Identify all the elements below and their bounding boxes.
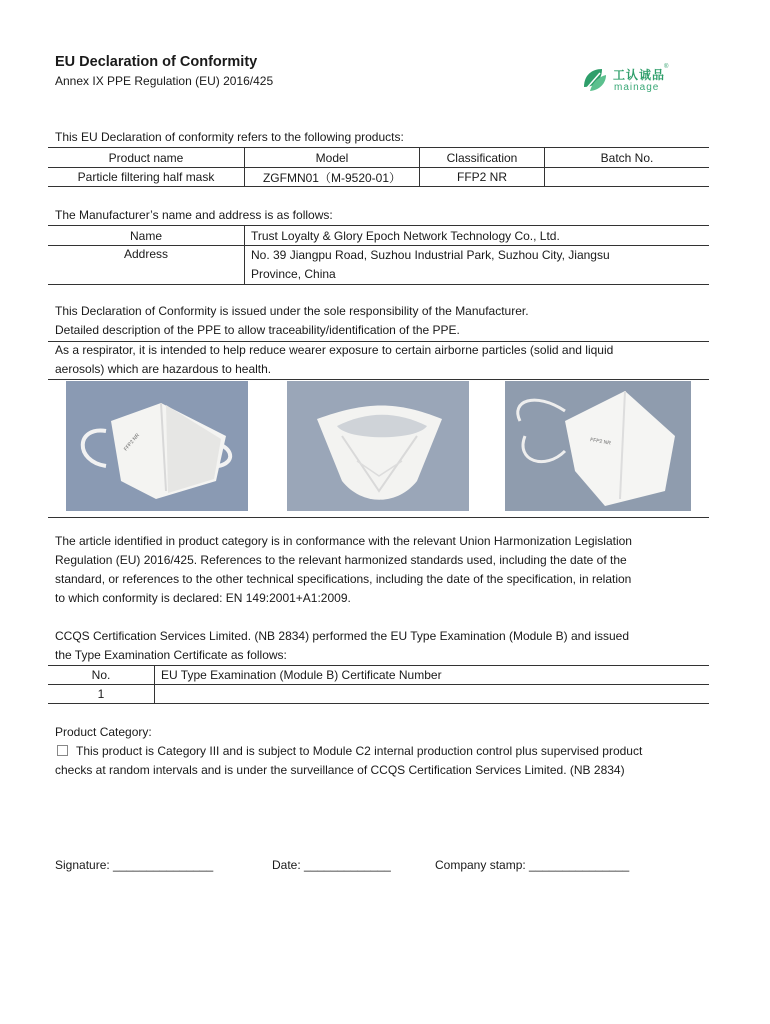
manufacturer-address-row [48,246,709,285]
certificate-row [48,685,709,704]
divider [48,517,709,518]
signature-field[interactable]: Signature: _______________ [55,858,214,872]
certificate-table [48,665,709,704]
declaration-line-2: Detailed description of the PPE to allow traceability/identification of the PPE. [55,323,460,337]
page-subtitle: Annex IX PPE Regulation (EU) 2016/425 [55,74,274,88]
category-label: Product Category: [55,725,152,739]
mask-photo-angle [505,381,691,511]
ccqs-line-1: CCQS Certification Services Limited. (NB 2834) performed the EU Type Examination (Module B) and issued [55,629,630,643]
logo-english-text: mainage [614,82,660,93]
col-batch-no: Batch No. [545,148,710,168]
products-header-row [48,148,709,168]
manufacturer-name-label: Name [129,228,162,243]
svg-text:FFP2 NR: FFP2 NR [589,437,612,447]
declaration-line-3: As a respirator, it is intended to help reduce wearer exposure to certain airborne particles (solid and liquid [55,343,614,357]
cell-model: ZGFMN01（M-9520-01） [245,168,420,187]
page-title: EU Declaration of Conformity [55,54,258,70]
manufacturer-table [48,225,709,285]
conformity-line-3: standard, or references to the other technical specifications, including the date of the specification, in relation [55,572,632,586]
category-line-2: checks at random intervals and is under the surveillance of CCQS Certification Services Limited. (NB 2834) [55,763,625,777]
address-line-2: Province, China [251,267,336,281]
conformity-line-1: The article identified in product category is in conformance with the relevant Union Harmonization Legislation [55,534,632,548]
cell-product-name: Particle filtering half mask [77,170,215,184]
mask-photo-side [66,381,248,511]
certificate-header-row [48,666,709,685]
svg-text:FFP2 NR: FFP2 NR [122,432,141,453]
address-line-1: No. 39 Jiangpu Road, Suzhou Industrial Park, Suzhou City, Jiangsu [251,248,610,262]
declaration-line-4: aerosols) which are hazardous to health. [55,362,272,376]
products-row [48,168,709,187]
company-stamp-field[interactable]: Company stamp: _______________ [435,858,630,872]
leaf-logo-icon [580,65,610,95]
logo-chinese-text: 工认诚品 [613,68,666,82]
col-product-name: Product name [108,150,184,165]
mask-photo-front [287,381,469,511]
cell-certificate-number [155,685,710,704]
manufacturer-name-value: Trust Loyalty & Glory Epoch Network Technology Co., Ltd. [245,226,710,246]
declaration-line-1: This Declaration of Conformity is issued under the sole responsibility of the Manufacturer. [55,304,529,318]
products-table [48,147,709,187]
cell-no: 1 [97,687,105,701]
conformity-line-4: to which conformity is declared: EN 149:2001+A1:2009. [55,591,351,605]
manufacturer-name-row [48,226,709,246]
date-field[interactable]: Date: _____________ [272,858,391,872]
company-logo [580,64,670,98]
cell-batch-no [545,168,710,187]
conformity-line-2: Regulation (EU) 2016/425. References to the relevant harmonized standards used, including the date of the [55,553,627,567]
products-intro: This EU Declaration of conformity refers to the following products: [55,130,404,144]
col-model: Model [245,148,420,168]
category-line-1: This product is Category III and is subject to Module C2 internal production control plus supervised product [76,744,643,758]
ccqs-line-2: the Type Examination Certificate as follows: [55,648,287,662]
col-classification: Classification [420,148,545,168]
divider [48,379,709,380]
manufacturer-address-label: Address [123,247,169,261]
cell-classification: FFP2 NR [420,168,545,187]
col-certificate-number: EU Type Examination (Module B) Certificate Number [155,666,710,685]
col-no: No. [91,668,111,682]
logo-registered-mark: ® [664,64,669,70]
category-line-1-wrap [55,742,642,761]
checkbox-icon[interactable] [57,745,68,756]
manufacturer-intro: The Manufacturer’s name and address is as follows: [55,208,333,222]
manufacturer-address-value [245,246,710,285]
